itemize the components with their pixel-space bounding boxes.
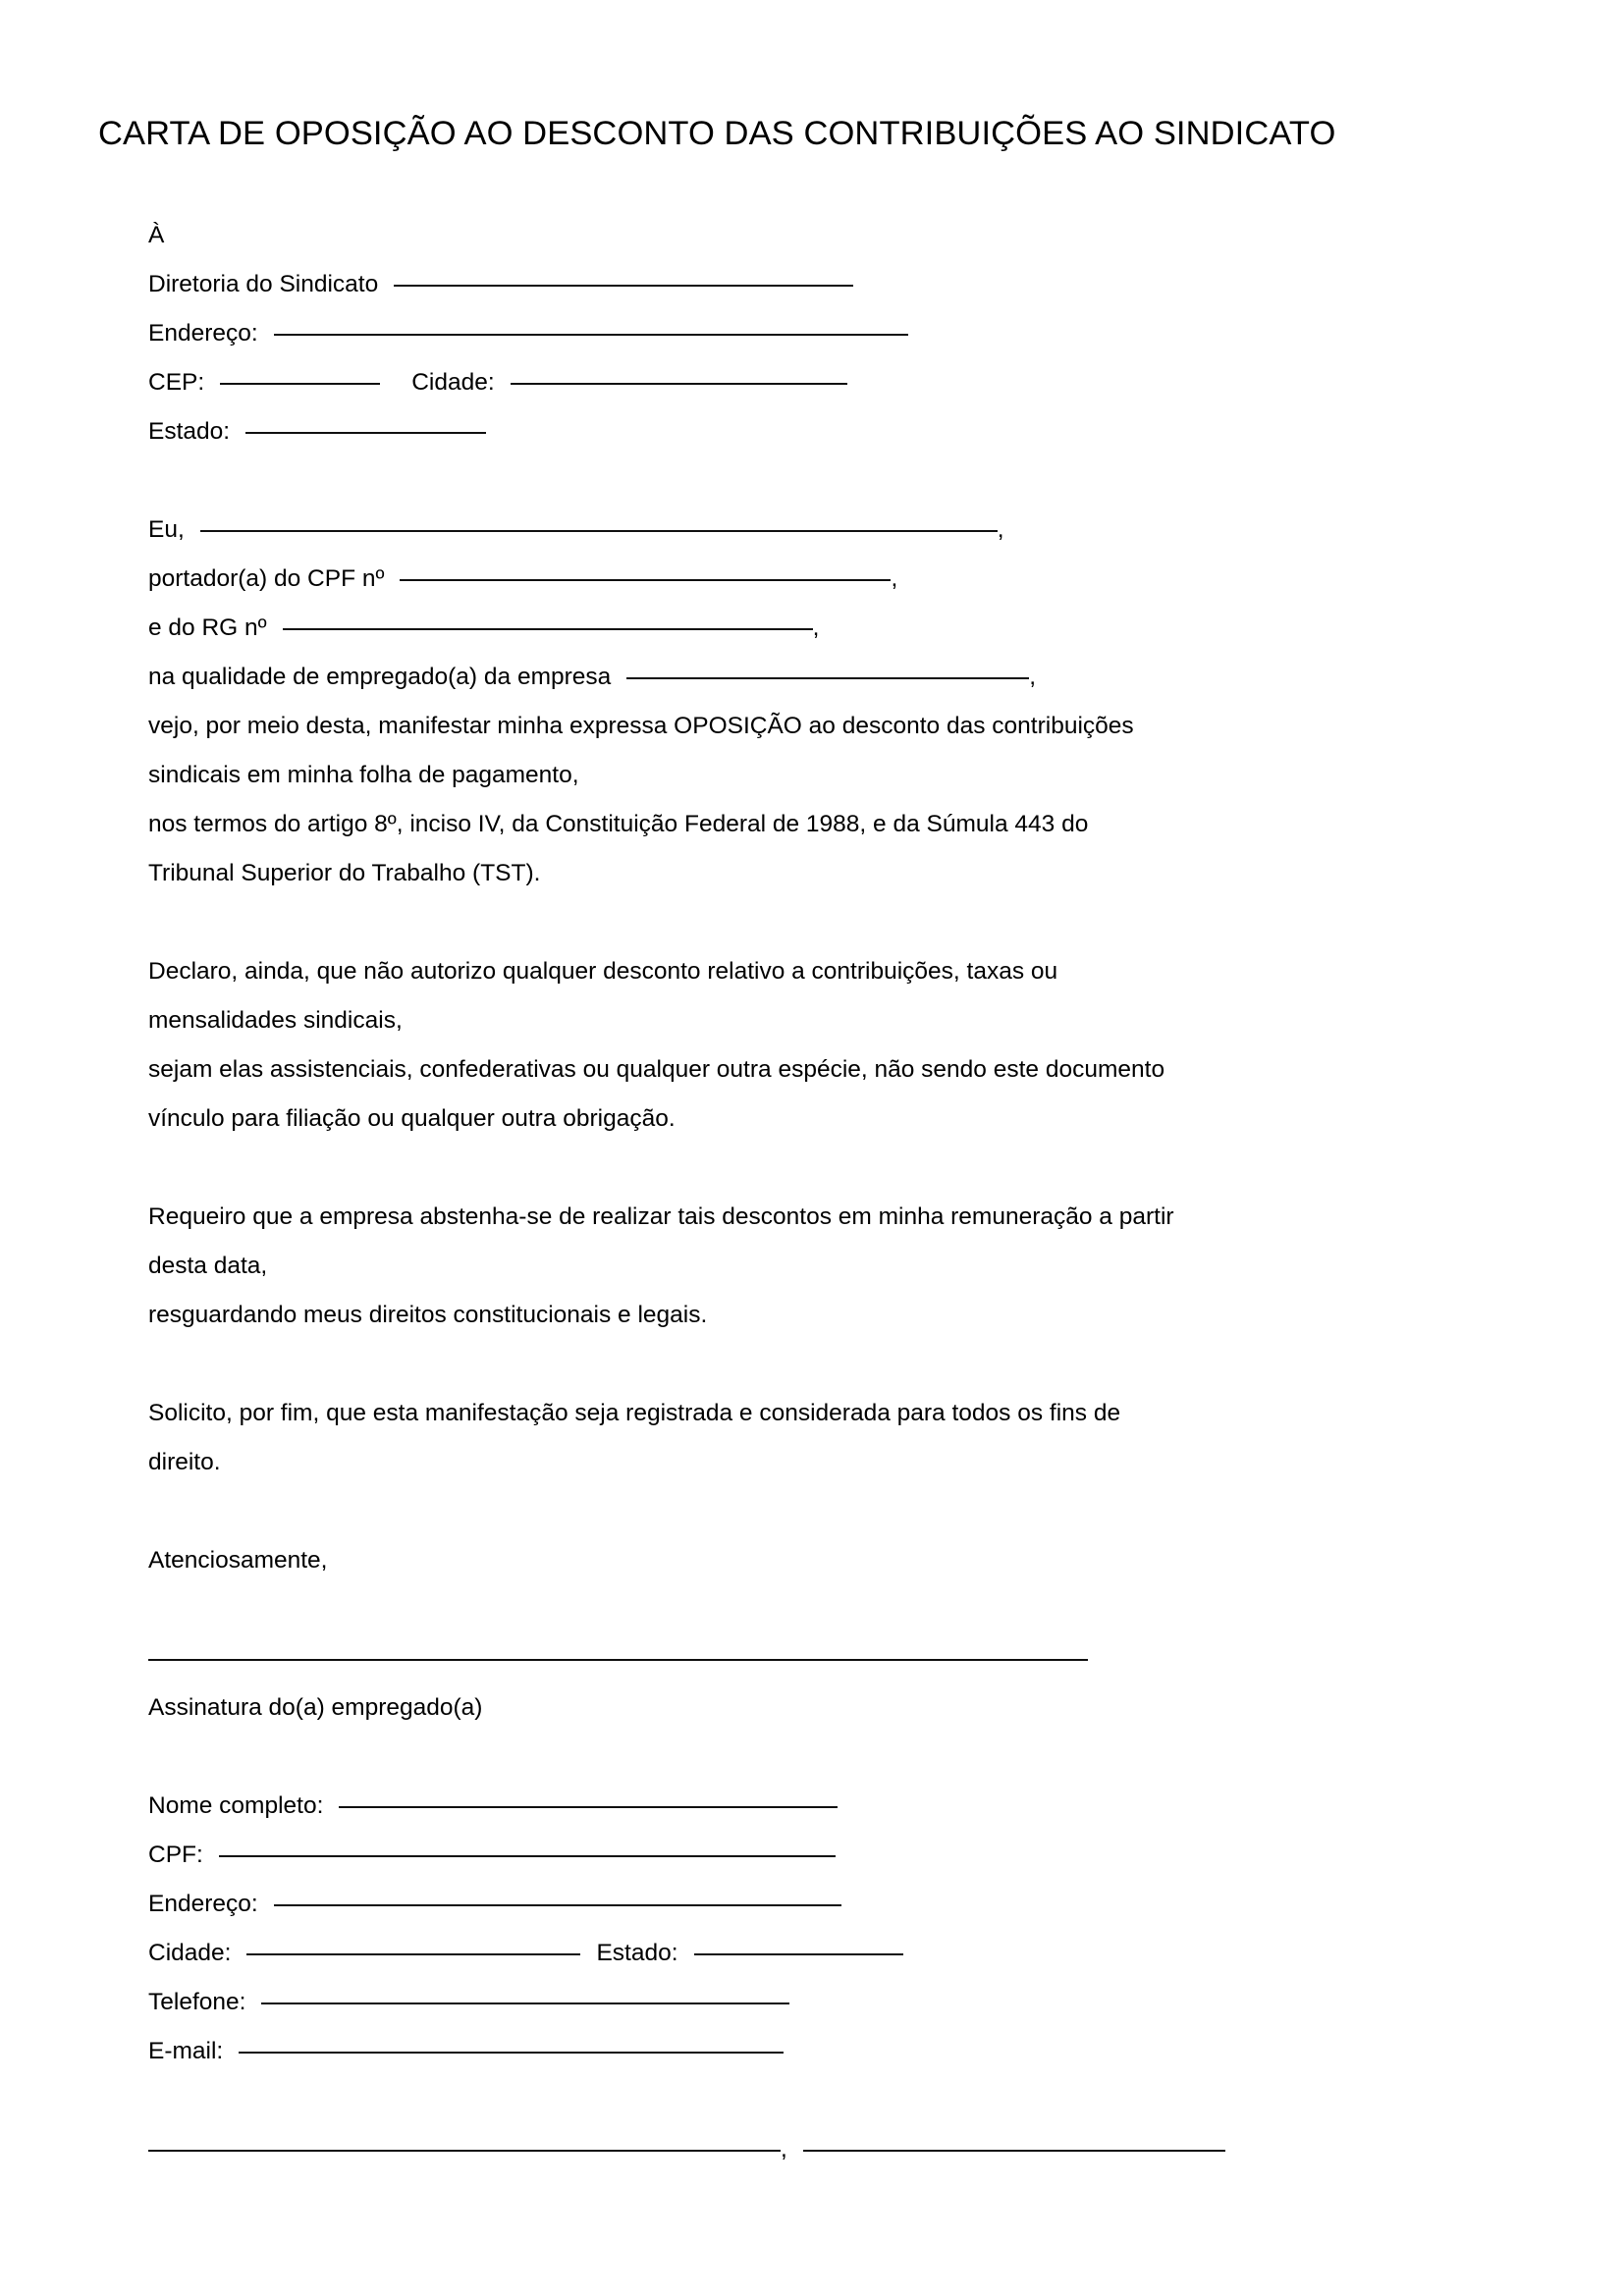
organization-label: Diretoria do Sindicato [148,271,379,297]
signer-city-state-row [148,1929,1543,1978]
signer-city-label: Cidade: [148,1940,232,1966]
city-fill-field[interactable] [511,383,847,385]
legal-basis-line-1: nos termos do artigo 8º, inciso IV, da Constituição Federal de 1988, e da Súmula 443 do [148,811,1089,837]
registration-request-line-1: Solicito, por fim, que esta manifestação seja registrada e considerada para todos os fins de [148,1400,1121,1426]
no-authorization-line-3: sejam elas assistenciais, confederativas ou qualquer outra espécie, não sendo este documento [148,1056,1165,1083]
blank-line [148,1585,1543,1634]
place-date-separator: , [781,2136,787,2163]
page-title: CARTA DE OPOSIÇÃO AO DESCONTO DAS CONTRIBUIÇÕES AO SINDICATO [98,115,1336,152]
declarant-name-fill-field[interactable] [200,530,998,532]
phone-label: Telefone: [148,1989,246,2015]
place-fill-field[interactable] [148,2150,781,2152]
employer-label: na qualidade de empregado(a) da empresa [148,664,612,690]
addressee-state-row [148,407,1543,456]
addressee-salutation [148,211,1543,260]
blank-line [148,1733,1543,1782]
signer-full-name-row [148,1782,1543,1831]
addressee-zip-city-row [148,358,1543,407]
blank-line [148,1487,1543,1536]
comma-text: , [1029,664,1037,690]
address-fill-field[interactable] [274,334,908,336]
employer-fill-field[interactable] [626,677,1029,679]
declarant-cpf-fill-field[interactable] [400,579,891,581]
no-authorization-line-1: Declaro, ainda, que não autorizo qualquer desconto relativo a contribuições, taxas ou [148,958,1058,985]
legal-basis-line-2: Tribunal Superior do Trabalho (TST). [148,860,541,886]
full-name-fill-field[interactable] [339,1806,838,1808]
sign-off: Atenciosamente, [148,1547,328,1574]
declarant-rg-label: e do RG nº [148,614,267,641]
zip-fill-field[interactable] [220,383,380,385]
comma-text: , [812,614,820,641]
signer-city-fill-field[interactable] [246,1953,580,1955]
signer-cpf-label: CPF: [148,1842,203,1868]
declarant-rg-fill-field[interactable] [283,628,813,630]
no-authorization-line-4: vínculo para filiação ou qualquer outra obrigação. [148,1105,676,1132]
declarant-rg-row [148,604,1543,653]
blank-line [148,1340,1543,1389]
declarant-name-row [148,506,1543,555]
declarant-label: Eu, [148,516,185,543]
declarant-cpf-row [148,555,1543,604]
signer-cpf-fill-field[interactable] [219,1855,836,1857]
organization-fill-field[interactable] [394,285,853,287]
signer-email-row [148,2027,1543,2076]
state-fill-field[interactable] [245,432,486,434]
blank-line [148,2076,1543,2125]
addressee-address-row [148,309,1543,358]
signer-address-label: Endereço: [148,1891,258,1917]
zip-label: CEP: [148,369,205,396]
address-label: Endereço: [148,320,258,347]
state-label: Estado: [148,418,231,445]
no-authorization-line-2: mensalidades sindicais, [148,1007,403,1034]
request-line-3: resguardando meus direitos constitucionais e legais. [148,1302,708,1328]
place-date-row [148,2125,1543,2174]
blank-line [148,1144,1543,1193]
comma-text: , [891,565,898,592]
signer-phone-row [148,1978,1543,2027]
email-fill-field[interactable] [239,2052,784,2054]
signer-state-fill-field[interactable] [694,1953,903,1955]
blank-line [148,456,1543,506]
request-line-1: Requeiro que a empresa abstenha-se de realizar tais descontos em minha remuneração a partir [148,1203,1174,1230]
declarant-cpf-label: portador(a) do CPF nº [148,565,385,592]
signature-line-row [148,1634,1543,1683]
signature-fill-field[interactable] [148,1659,1088,1661]
full-name-label: Nome completo: [148,1792,324,1819]
opposition-statement-line-1: vejo, por meio desta, manifestar minha expressa OPOSIÇÃO ao desconto das contribuições [148,713,1134,739]
blank-line [148,898,1543,947]
addressee-organization-row [148,260,1543,309]
signature-caption: Assinatura do(a) empregado(a) [148,1694,483,1721]
signer-state-label: Estado: [596,1940,678,1966]
signer-cpf-row [148,1831,1543,1880]
email-label: E-mail: [148,2038,224,2064]
request-line-2: desta data, [148,1253,268,1279]
phone-fill-field[interactable] [261,2002,789,2004]
declarant-employer-row [148,653,1543,702]
signer-address-fill-field[interactable] [274,1904,841,1906]
comma-text: , [997,516,1004,543]
city-label: Cidade: [411,369,495,396]
salutation-text: À [148,222,165,248]
document-body [148,211,1543,2174]
opposition-statement-line-2: sindicais em minha folha de pagamento, [148,762,579,788]
registration-request-line-2: direito. [148,1449,221,1475]
signer-address-row [148,1880,1543,1929]
date-fill-field[interactable] [803,2150,1225,2152]
